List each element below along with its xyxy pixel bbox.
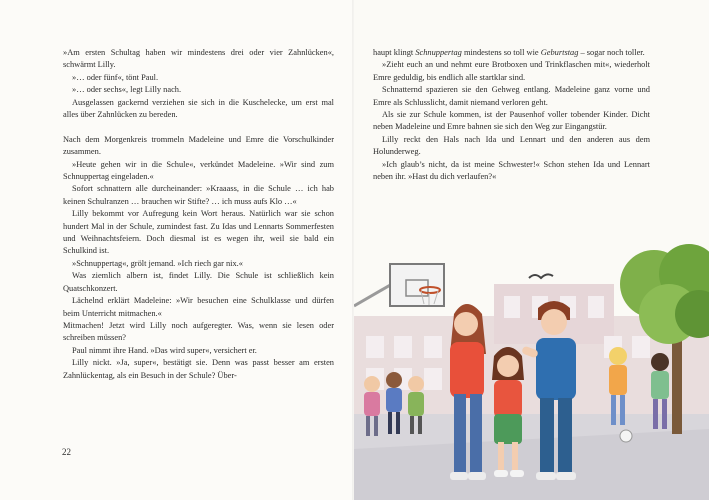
paragraph: Ausgelassen gackernd verziehen sie sich in die Kuschelecke, um erst mal alles über Zahnlücken zu bereden. bbox=[63, 97, 334, 120]
paragraph: »Am ersten Schultag haben wir mindestens drei oder vier Zahnlücken«, schwärmt Lilly. bbox=[63, 48, 334, 70]
left-page bbox=[0, 0, 354, 500]
text-run: mindestens so toll wie bbox=[461, 48, 541, 57]
paragraph: Lilly nickt. »Ja, super«, bestätigt sie. Denn was passt besser am ersten Zahnlückentag, als ein Besuch in der Schule? Über- bbox=[63, 358, 334, 380]
paragraph-continued bbox=[373, 47, 650, 59]
paragraph: Nach dem Morgenkreis trommeln Madeleine und Emre die Vorschulkinder zusammen. bbox=[63, 134, 334, 157]
paragraph: Lächelnd erklärt Madeleine: »Wir besuchen eine Schulklasse und dürfen beim Unterricht mitmachen.« bbox=[63, 296, 334, 318]
text-run: haupt klingt bbox=[373, 48, 416, 57]
paragraph: Schnatternd spazieren sie den Gehweg entlang. Madeleine ganz vorne und Emre als Schlusslicht, damit niemand verloren geht. bbox=[373, 85, 650, 107]
paragraph: Lilly reckt den Hals nach Ida und Lennart und den anderen aus dem Holunderweg. bbox=[373, 134, 650, 157]
italic-run: Geburtstag bbox=[540, 48, 579, 57]
paragraph: »Schnuppertag«, grölt jemand. »Ich riech gar nix.« bbox=[72, 258, 243, 268]
page-number: 22 bbox=[62, 447, 71, 457]
paragraph: Sofort schnattern alle durcheinander: »Kraaass, in die Schule … ich hab keinen Schulranzen … brauchen wir Stifte? … ich muss aufs Klo …« bbox=[63, 184, 334, 206]
paragraph: Paul nimmt ihre Hand. »Das wird super«, versichert er. bbox=[72, 345, 257, 355]
paragraph: »… oder fünf«, tönt Paul. bbox=[72, 72, 159, 82]
right-text-column bbox=[373, 47, 650, 183]
paragraph: »Ich glaub’s nicht, da ist meine Schwester!« Schon stehen Ida und Lennart neben ihr. »Hast du dich verlaufen?« bbox=[373, 159, 650, 182]
text-run: – sogar noch toller. bbox=[578, 48, 645, 57]
paragraph: »Heute gehen wir in die Schule«, verkündet Madeleine. »Wir sind zum Schnuppertag eingeladen.« bbox=[63, 159, 334, 182]
paragraph: Lilly bekommt vor Aufregung kein Wort heraus. Natürlich war sie schon hundert Mal in der Schule, zumindest fast. Zu Idas und Lennarts Sommerfesten und Weihnachtsfeiern. Doch diesmal ist es wegen ihr, weil sie bald ein Schulkind ist. bbox=[63, 209, 334, 256]
paragraph: Mitmachen! Jetzt wird Lilly noch aufgeregter. Was, wenn sie lesen oder schreiben müssen? bbox=[63, 320, 334, 343]
paragraph: Als sie zur Schule kommen, ist der Pausenhof voller tobender Kinder. Dicht neben Madeleine und Emre bahnen sie sich den Weg zur Eingangstür. bbox=[373, 110, 650, 132]
left-text-column bbox=[63, 47, 334, 382]
italic-run: Schnuppertag bbox=[415, 48, 462, 57]
paragraph: »Zieht euch an und nehmt eure Brotboxen und Trinkflaschen mit«, wiederholt Emre geduldig, bis endlich alle startklar sind. bbox=[373, 60, 650, 82]
schoolyard-illustration bbox=[354, 244, 709, 500]
paragraph: Was ziemlich albern ist, findet Lilly. Die Schule ist schließlich kein Quatschkonzert. bbox=[63, 271, 334, 293]
right-page bbox=[354, 0, 709, 500]
paragraph: »… oder sechs«, legt Lilly nach. bbox=[72, 85, 182, 95]
